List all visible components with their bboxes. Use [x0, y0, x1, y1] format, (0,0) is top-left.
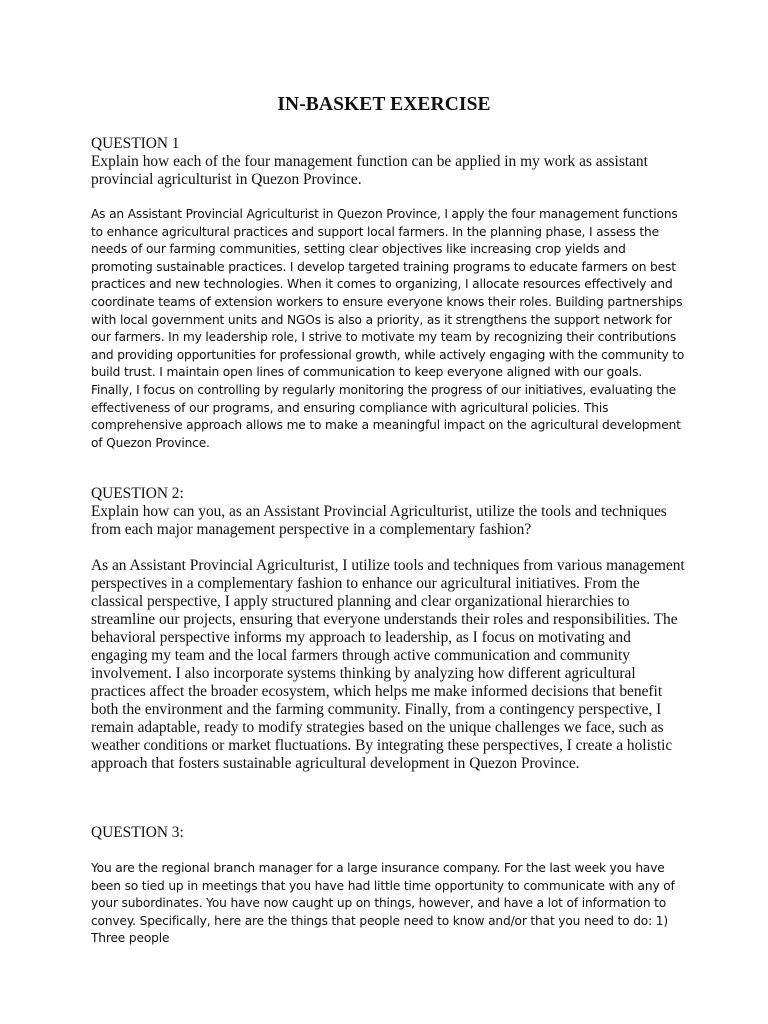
question-1-answer: As an Assistant Provincial Agriculturist in Quezon Province, I apply the four management functions to enhance agricultural practices and support local farmers. In the planning phase, I assess the needs of our farming communities, setting clear objectives like increasing crop yields and promoting sustainable practices. I develop targeted training programs to educate farmers on best practices and new technologies. When it comes to organizing, I allocate resources effectively and coordinate teams of extension workers to ensure everyone knows their roles. Building partnerships with local government units and NGOs is also a priority, as it strengthens the support network for our farmers. In my leadership role, I strive to motivate my team by recognizing their contributions and providing opportunities for professional growth, while actively engaging with the community to build trust. I maintain open lines of communication to keep everyone aligned with our goals. Finally, I focus on controlling by regularly monitoring the progress of our initiatives, evaluating the effectiveness of our programs, and ensuring compliance with agricultural policies. This comprehensive approach allows me to make a meaningful impact on the agricultural development of Quezon Province. [91, 207, 685, 450]
question-2-prompt: Explain how can you, as an Assistant Provincial Agriculturist, utilize the tools and techniques from each major management perspective in a complementary fashion? [91, 503, 667, 538]
question-2-heading: QUESTION 2: [91, 485, 184, 502]
question-1-prompt: Explain how each of the four management function can be applied in my work as assistant provincial agriculturist in Quezon Province. [91, 153, 648, 188]
question-1-heading: QUESTION 1 [91, 135, 180, 152]
question-3-heading: QUESTION 3: [91, 824, 184, 841]
question-2-answer: As an Assistant Provincial Agriculturist, I utilize tools and techniques from various management perspectives in a complementary fashion to enhance our agricultural initiatives. From the classical perspective, I apply structured planning and clear organizational hierarchies to streamline our projects, ensuring that everyone understands their roles and responsibilities. The behavioral perspective informs my approach to leadership, as I focus on motivating and engaging my team and the local farmers through active communication and community involvement. I also incorporate systems thinking by analyzing how different agricultural practices affect the broader ecosystem, which helps me make informed decisions that benefit both the environment and the farming community. Finally, from a contingency perspective, I remain adaptable, ready to modify strategies based on the unique challenges we face, such as weather conditions or market fluctuations. By integrating these perspectives, I create a holistic approach that fosters sustainable agricultural development in Quezon Province. [91, 557, 685, 772]
question-3-prompt: You are the regional branch manager for a large insurance company. For the last week you have been so tied up in meetings that you have had little time opportunity to communicate with any of your subordinates. You have now caught up on things, however, and have a lot of information to convey. Specifically, here are the things that people need to know and/or that you need to do: 1) Three people [91, 861, 675, 946]
document-title: IN-BASKET EXERCISE [277, 94, 491, 115]
